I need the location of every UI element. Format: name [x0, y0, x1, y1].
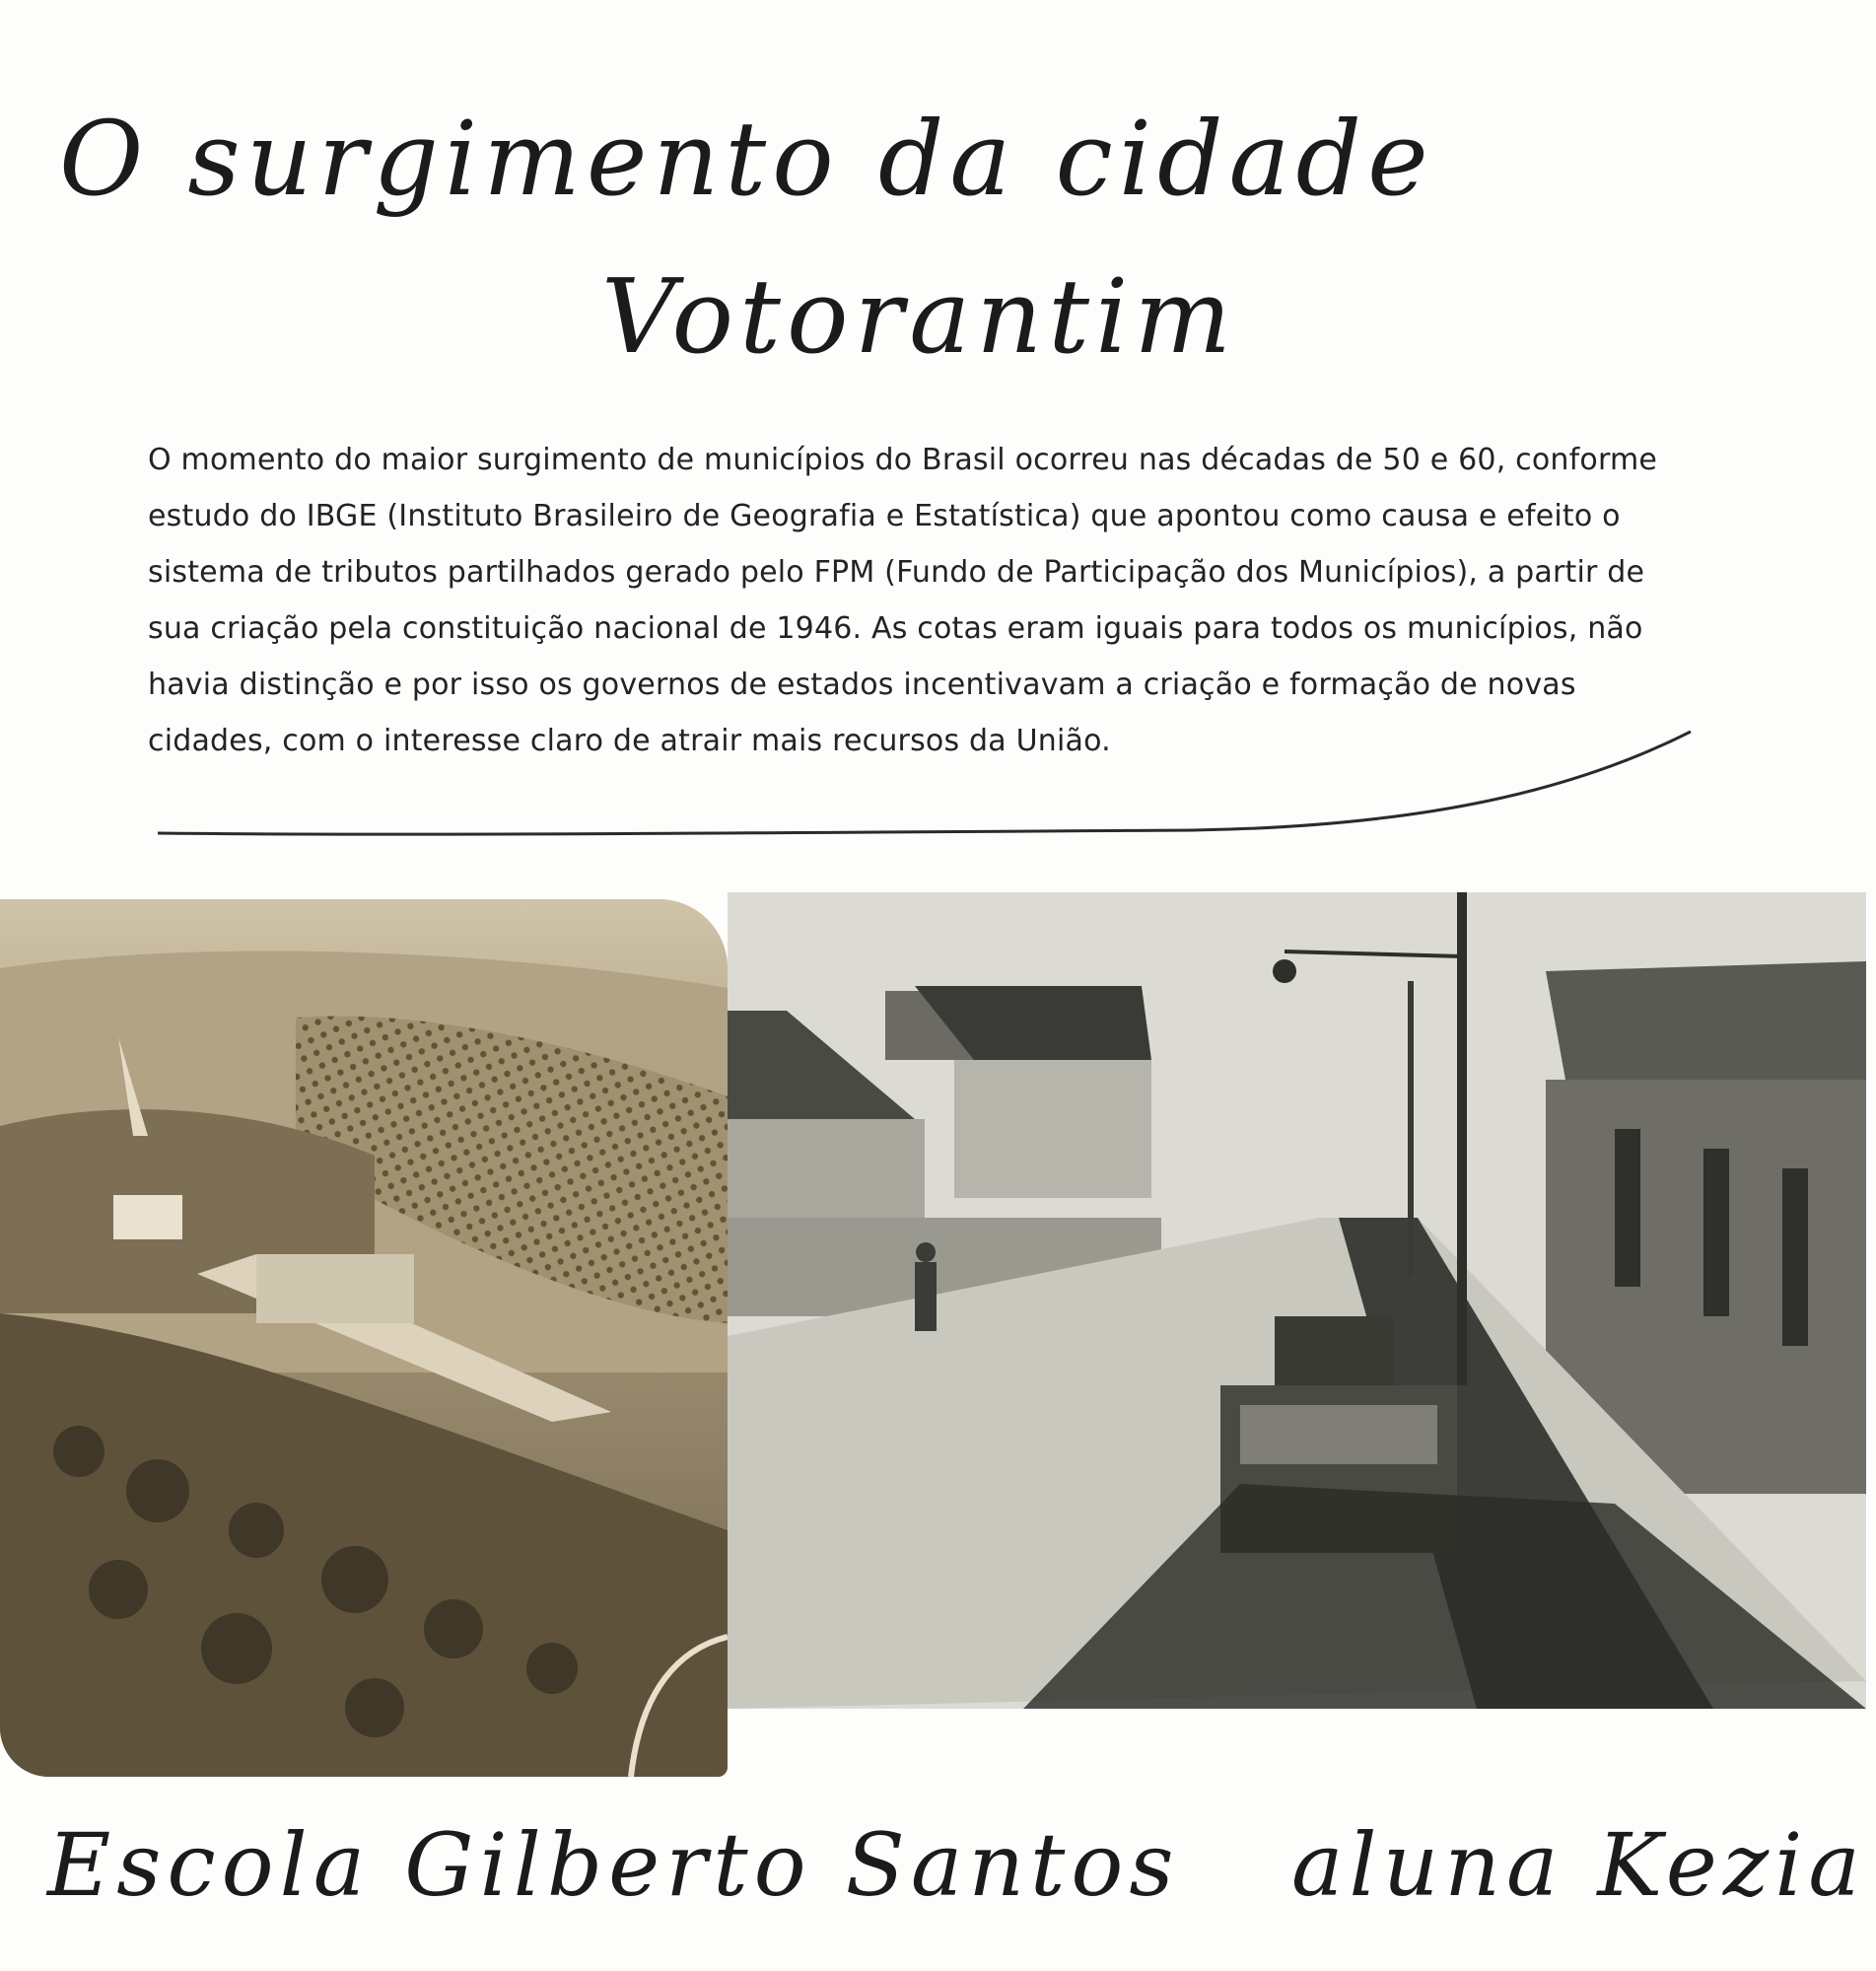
handwritten-school-name: Escola Gilberto Santos: [47, 1814, 1180, 1916]
street-scene-photo: [728, 892, 1866, 1709]
aerial-town-photo: [0, 899, 728, 1777]
handwritten-title-line-1: O surgimento da cidade: [59, 98, 1434, 219]
handwritten-student-name: aluna Kezia: [1291, 1814, 1866, 1916]
article-paragraph: O momento do maior surgimento de municípios do Brasil ocorreu nas décadas de 50 e 60, conforme estudo do IBGE (Instituto Brasileiro de Geografia e Estatística) que apontou como causa e efeito o sistema de tributos partilhados gerado pelo FPM (Fundo de Participação dos Municípios), a partir de sua criação pela constituição nacional de 1946. As cotas eram iguais para todos os municípios, não havia distinção e por isso os governos de estados incentivavam a criação e formação de novas cidades, com o interesse claro de atrair mais recursos da União.: [148, 443, 1658, 758]
handwritten-title-line-2: Votorantim: [601, 255, 1237, 377]
